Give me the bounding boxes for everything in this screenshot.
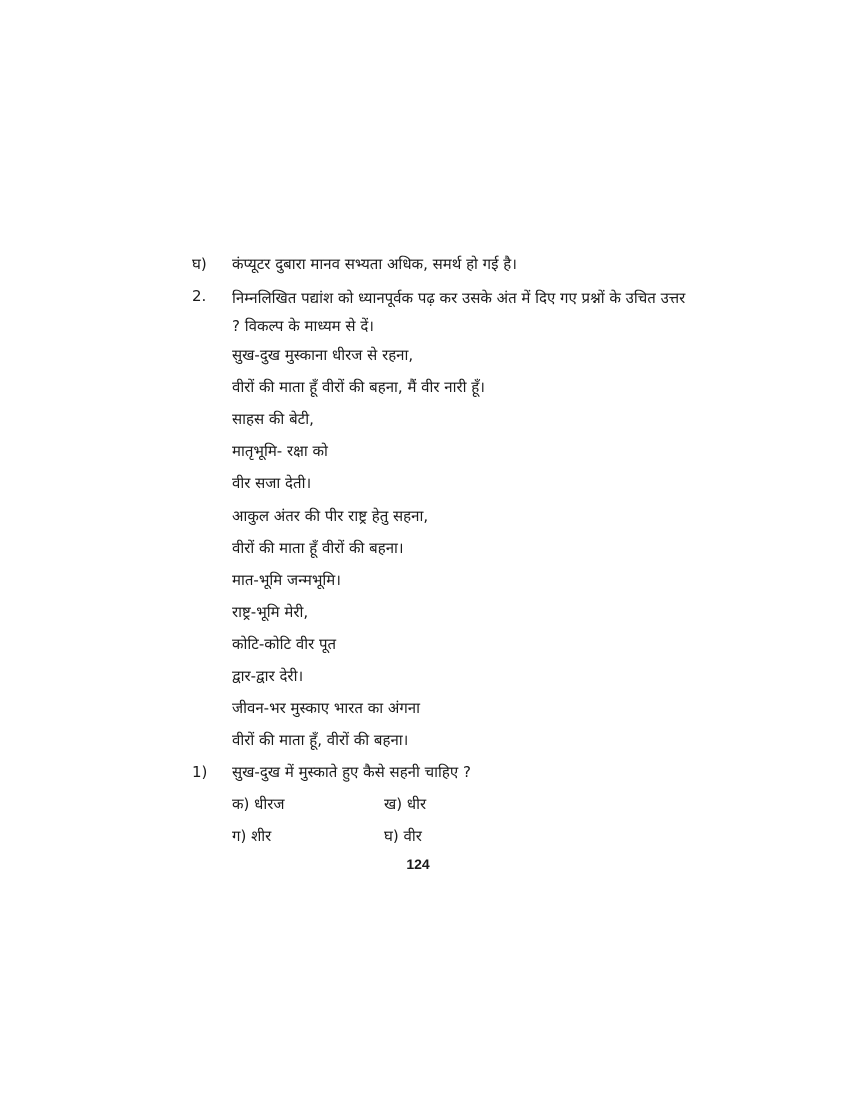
poem-line: वीर सजा देती। (232, 474, 312, 492)
poem-line: वीरों की माता हूँ वीरों की बहना। (232, 539, 404, 557)
item-marker: 2. (192, 287, 207, 305)
poem-line: जीवन-भर मुस्काए भारत का अंगना (232, 699, 420, 717)
option-gha: घ) वीर (384, 827, 422, 845)
item-text: कंप्यूटर दुबारा मानव सभ्यता अधिक, समर्थ हो गई है। (232, 255, 517, 273)
poem-line: सुख-दुख मुस्काना धीरज से रहना, (232, 346, 414, 364)
item-text: निम्नलिखित पद्यांश को ध्यानपूर्वक पढ़ कर उसके अंत में दिए गए प्रश्नों के उचित उत्तर ? विकल्प के माध्यम से दें। (232, 289, 686, 335)
poem-line: वीरों की माता हूँ, वीरों की बहना। (232, 731, 409, 749)
poem-line: राष्ट्र-भूमि मेरी, (232, 603, 309, 621)
poem-line: मातृभूमि- रक्षा को (232, 442, 328, 460)
poem-line: मात-भूमि जन्मभूमि। (232, 571, 341, 589)
question-marker: 1) (192, 763, 208, 781)
question-text: सुख-दुख में मुस्काते हुए कैसे सहनी चाहिए ? (232, 763, 471, 781)
poem-line: कोटि-कोटि वीर पूत (232, 635, 337, 653)
option-ka: क) धीरज (232, 795, 285, 813)
item-marker: घ) (192, 255, 207, 273)
option-ga: ग) शीर (232, 827, 272, 845)
poem-line: आकुल अंतर की पीर राष्ट्र हेतु सहना, (232, 507, 429, 525)
poem-line: वीरों की माता हूँ वीरों की बहना, मैं वीर नारी हूँ। (232, 378, 485, 396)
page-number: 124 (406, 856, 430, 872)
poem-line: साहस की बेटी, (232, 410, 314, 428)
option-kha: ख) धीर (384, 795, 427, 813)
poem-line: द्वार-द्वार देरी। (232, 667, 304, 685)
